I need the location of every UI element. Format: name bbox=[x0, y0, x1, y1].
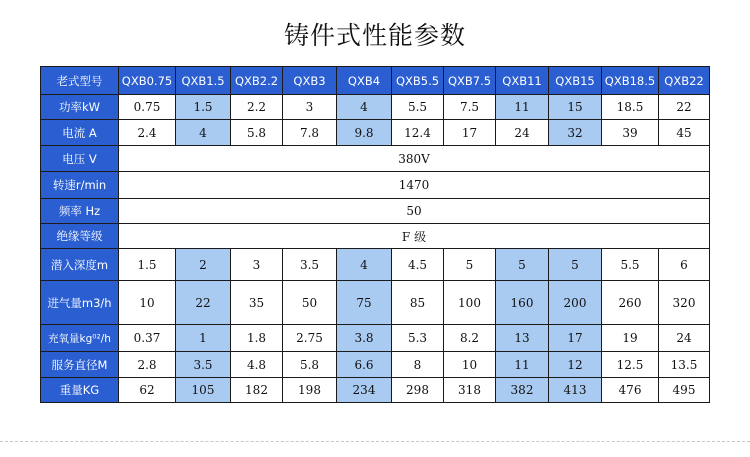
row-label-cell: 充氧量kg⁰²/h bbox=[41, 325, 119, 352]
header-model-cell: QXB2.2 bbox=[231, 67, 283, 95]
value-cell: 2.4 bbox=[119, 120, 176, 146]
row-label-cell: 重量KG bbox=[41, 378, 119, 403]
merged-value-cell: F 级 bbox=[119, 224, 710, 249]
value-cell: 5 bbox=[549, 249, 602, 281]
header-model-cell: QXB0.75 bbox=[119, 67, 176, 95]
value-cell: 160 bbox=[496, 281, 549, 325]
value-cell: 100 bbox=[444, 281, 496, 325]
value-cell: 45 bbox=[659, 120, 710, 146]
value-cell: 382 bbox=[496, 378, 549, 403]
row-label-cell: 进气量m3/h bbox=[41, 281, 119, 325]
row-label-cell: 服务直径M bbox=[41, 352, 119, 378]
header-model-cell: QXB3 bbox=[283, 67, 337, 95]
value-cell: 234 bbox=[337, 378, 392, 403]
value-cell: 298 bbox=[392, 378, 444, 403]
table-row bbox=[41, 325, 710, 352]
value-cell: 320 bbox=[659, 281, 710, 325]
header-model-cell: QXB18.5 bbox=[602, 67, 659, 95]
merged-value-cell: 1470 bbox=[119, 172, 710, 199]
value-cell: 4 bbox=[337, 249, 392, 281]
value-cell: 1.5 bbox=[176, 95, 231, 120]
row-label-cell: 潜入深度m bbox=[41, 249, 119, 281]
value-cell: 2.75 bbox=[283, 325, 337, 352]
header-model-cell: QXB11 bbox=[496, 67, 549, 95]
table-header-row bbox=[41, 67, 710, 95]
value-cell: 2.8 bbox=[119, 352, 176, 378]
value-cell: 50 bbox=[283, 281, 337, 325]
header-model-cell: QXB4 bbox=[337, 67, 392, 95]
performance-table bbox=[40, 66, 710, 403]
value-cell: 9.8 bbox=[337, 120, 392, 146]
value-cell: 11 bbox=[496, 95, 549, 120]
table-row bbox=[41, 199, 710, 224]
value-cell: 10 bbox=[119, 281, 176, 325]
value-cell: 476 bbox=[602, 378, 659, 403]
value-cell: 4 bbox=[176, 120, 231, 146]
table-row bbox=[41, 146, 710, 172]
value-cell: 12.5 bbox=[602, 352, 659, 378]
header-model-cell: QXB22 bbox=[659, 67, 710, 95]
value-cell: 13.5 bbox=[659, 352, 710, 378]
merged-value-cell: 50 bbox=[119, 199, 710, 224]
dashed-divider bbox=[0, 441, 750, 442]
value-cell: 75 bbox=[337, 281, 392, 325]
value-cell: 4 bbox=[337, 95, 392, 120]
value-cell: 3.5 bbox=[283, 249, 337, 281]
value-cell: 19 bbox=[602, 325, 659, 352]
header-label-cell: 老式型号 bbox=[41, 67, 119, 95]
merged-value-cell: 380V bbox=[119, 146, 710, 172]
value-cell: 5.5 bbox=[392, 95, 444, 120]
row-label-cell: 转速r/min bbox=[41, 172, 119, 199]
table-row bbox=[41, 352, 710, 378]
table-row bbox=[41, 281, 710, 325]
value-cell: 5 bbox=[496, 249, 549, 281]
table-row bbox=[41, 378, 710, 403]
value-cell: 5.8 bbox=[231, 120, 283, 146]
value-cell: 3 bbox=[283, 95, 337, 120]
value-cell: 85 bbox=[392, 281, 444, 325]
value-cell: 22 bbox=[176, 281, 231, 325]
value-cell: 12 bbox=[549, 352, 602, 378]
header-model-cell: QXB5.5 bbox=[392, 67, 444, 95]
row-label-cell: 电流 A bbox=[41, 120, 119, 146]
value-cell: 3 bbox=[231, 249, 283, 281]
value-cell: 17 bbox=[549, 325, 602, 352]
value-cell: 32 bbox=[549, 120, 602, 146]
value-cell: 22 bbox=[659, 95, 710, 120]
value-cell: 10 bbox=[444, 352, 496, 378]
value-cell: 17 bbox=[444, 120, 496, 146]
value-cell: 5.8 bbox=[283, 352, 337, 378]
value-cell: 62 bbox=[119, 378, 176, 403]
value-cell: 1 bbox=[176, 325, 231, 352]
value-cell: 15 bbox=[549, 95, 602, 120]
value-cell: 3.5 bbox=[176, 352, 231, 378]
value-cell: 39 bbox=[602, 120, 659, 146]
table-row bbox=[41, 249, 710, 281]
header-model-cell: QXB7.5 bbox=[444, 67, 496, 95]
value-cell: 6 bbox=[659, 249, 710, 281]
value-cell: 1.5 bbox=[119, 249, 176, 281]
row-label-cell: 电压 V bbox=[41, 146, 119, 172]
value-cell: 8.2 bbox=[444, 325, 496, 352]
value-cell: 5.5 bbox=[602, 249, 659, 281]
value-cell: 198 bbox=[283, 378, 337, 403]
table-row bbox=[41, 95, 710, 120]
value-cell: 413 bbox=[549, 378, 602, 403]
value-cell: 24 bbox=[496, 120, 549, 146]
value-cell: 6.6 bbox=[337, 352, 392, 378]
header-model-cell: QXB1.5 bbox=[176, 67, 231, 95]
value-cell: 495 bbox=[659, 378, 710, 403]
value-cell: 200 bbox=[549, 281, 602, 325]
page-title: 铸件式性能参数 bbox=[283, 21, 466, 50]
row-label-cell: 频率 Hz bbox=[41, 199, 119, 224]
value-cell: 13 bbox=[496, 325, 549, 352]
value-cell: 12.4 bbox=[392, 120, 444, 146]
value-cell: 4.8 bbox=[231, 352, 283, 378]
header-model-cell: QXB15 bbox=[549, 67, 602, 95]
value-cell: 0.37 bbox=[119, 325, 176, 352]
value-cell: 0.75 bbox=[119, 95, 176, 120]
value-cell: 318 bbox=[444, 378, 496, 403]
value-cell: 1.8 bbox=[231, 325, 283, 352]
value-cell: 35 bbox=[231, 281, 283, 325]
value-cell: 3.8 bbox=[337, 325, 392, 352]
value-cell: 8 bbox=[392, 352, 444, 378]
value-cell: 24 bbox=[659, 325, 710, 352]
table-row bbox=[41, 120, 710, 146]
value-cell: 2 bbox=[176, 249, 231, 281]
value-cell: 260 bbox=[602, 281, 659, 325]
table-row bbox=[41, 172, 710, 199]
value-cell: 182 bbox=[231, 378, 283, 403]
value-cell: 7.8 bbox=[283, 120, 337, 146]
value-cell: 5 bbox=[444, 249, 496, 281]
value-cell: 2.2 bbox=[231, 95, 283, 120]
table-row bbox=[41, 224, 710, 249]
row-label-cell: 功率kW bbox=[41, 95, 119, 120]
value-cell: 7.5 bbox=[444, 95, 496, 120]
value-cell: 18.5 bbox=[602, 95, 659, 120]
value-cell: 105 bbox=[176, 378, 231, 403]
row-label-cell: 绝缘等级 bbox=[41, 224, 119, 249]
value-cell: 5.3 bbox=[392, 325, 444, 352]
value-cell: 11 bbox=[496, 352, 549, 378]
value-cell: 4.5 bbox=[392, 249, 444, 281]
